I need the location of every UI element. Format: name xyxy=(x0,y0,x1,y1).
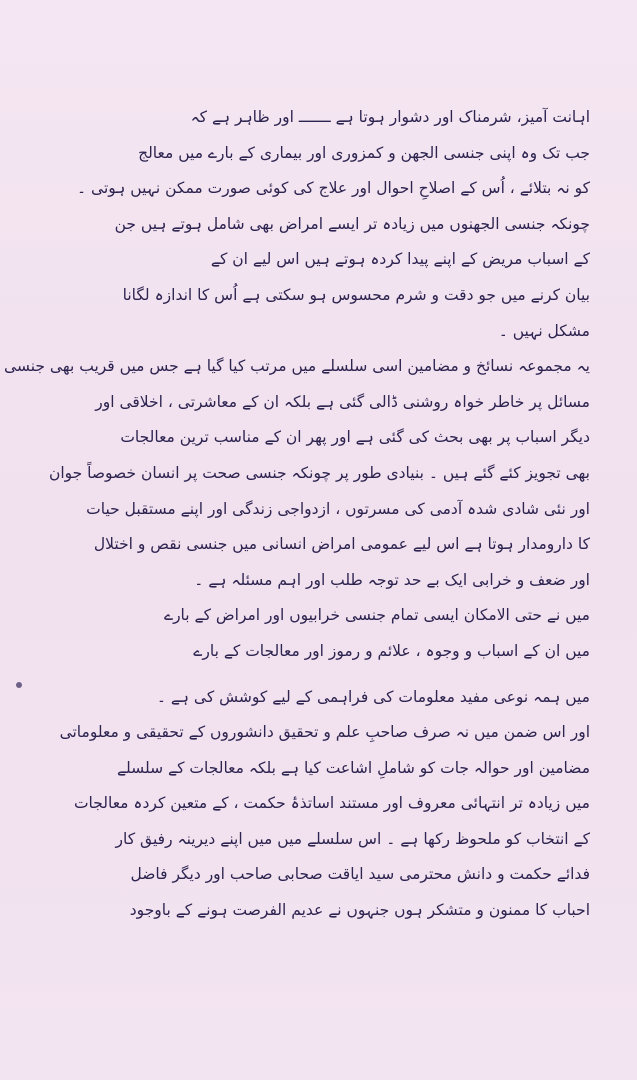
text-line: اور اس ضمن میں نہ صرف صاحبِ علم و تحقیق دانشوروں کے تحقیقی و معلوماتی xyxy=(59,723,590,742)
paragraph-gap xyxy=(120,670,590,680)
text-line: یہ مجموعہ نسائخ و مضامین اسی سلسلے میں مرتب کیا گیا ہے جس میں قریب بھی جنسی xyxy=(3,357,590,376)
paragraph-4 xyxy=(120,598,590,669)
text-line: بھی تجویز کئے گئے ہیں ۔ بنیادی طور پر چونکہ جنسی صحت پر انسان خصوصاً جوان xyxy=(48,463,590,482)
ink-dot-mark xyxy=(16,682,22,688)
paragraph-5 xyxy=(59,680,590,929)
text-line: فدائے حکمت و دانش محترمی سید ایاقت صحابی صاحب اور دیگر فاضل xyxy=(130,865,590,884)
text-line: اور نئی شادی شدہ آدمی کی مسرتوں ، ازدواجی زندگی اور اپنے مستقبل حیات xyxy=(86,499,590,518)
text-line: کے اسباب مریض کے اپنے پیدا کردہ ہوتے ہیں اس لیے ان کے xyxy=(210,250,590,269)
text-line: میں ہمہ نوعی مفید معلومات کی فراہمی کے لیے کوشش کی ہے ۔ xyxy=(156,687,590,706)
text-line: میں نے حتی الامکان ایسی تمام جنسی خرابیوں اور امراض کے بارے xyxy=(163,606,590,625)
text-line: مشکل نہیں ۔ xyxy=(498,321,590,340)
paragraph-2 xyxy=(114,207,590,349)
text-line: بیان کرنے میں جو دقت و شرم محسوس ہو سکتی ہے اُس کا اندازہ لگانا xyxy=(122,285,590,304)
text-line: کا دارومدار ہوتا ہے اس لیے عمومی امراض انسانی میں جنسی نقص و اختلال xyxy=(93,535,590,554)
paragraph-3 xyxy=(3,349,590,598)
text-line: دیگر اسباب پر بھی بحث کی گئی ہے اور پھر ان کے مناسب ترین معالجات xyxy=(120,428,590,447)
text-line: جب تک وہ اپنی جنسی الجھن و کمزوری اور بیماری کے بارے میں معالج xyxy=(138,143,590,162)
text-line: مسائل پر خاطر خواہ روشنی ڈالی گئی ہے بلکہ ان کے معاشرتی ، اخلاقی اور xyxy=(95,392,590,411)
text-line: چونکہ جنسی الجھنوں میں زیادہ تر ایسے امراض بھی شامل ہوتے ہیں جن xyxy=(114,214,590,233)
text-line: احباب کا ممنون و متشکر ہوں جنہوں نے عدیم الفرصت ہونے کے باوجود xyxy=(129,901,590,920)
text-line: میں زیادہ تر انتہائی معروف اور مستند اساتذۂ حکمت ، کے متعین کردہ معالجات xyxy=(73,794,590,813)
text-line: اور ضعف و خرابی ایک بے حد توجہ طلب اور اہم مسئلہ ہے ۔ xyxy=(194,570,590,589)
text-line: اہانت آمیز، شرمناک اور دشوار ہوتا ہے ـــــــ اور ظاہر ہے کہ xyxy=(190,108,590,126)
text-line: کو نہ بتلائے ، اُس کے اصلاحِ احوال اور علاج کی کوئی صورت ممکن نہیں ہوتی ۔ xyxy=(77,179,590,198)
text-line: کے انتخاب کو ملحوظ رکھا ہے ۔ اس سلسلے میں میں اپنے دیرینہ رفیق کار xyxy=(115,829,590,848)
text-line: مضامین اور حوالہ جات کو شاملِ اشاعت کیا ہے بلکہ معالجات کے سلسلے xyxy=(116,758,590,777)
paragraph-1 xyxy=(77,100,590,207)
urdu-text-body xyxy=(3,100,590,929)
text-line: میں ان کے اسباب و وجوہ ، علائم و رموز اور معالجات کے بارے xyxy=(193,641,590,660)
